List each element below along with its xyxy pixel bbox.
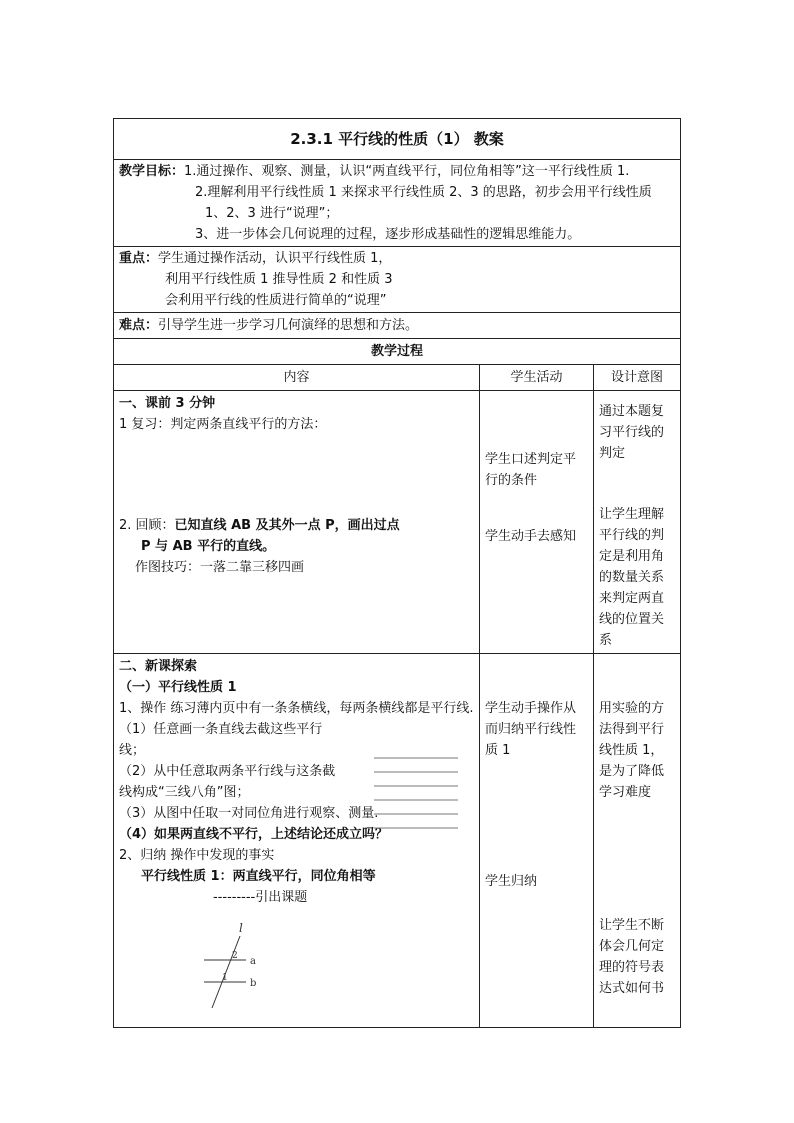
section2-op1: 1、操作 练习薄内页中有一条条横线，每两条横线都是平行线. <box>119 701 474 716</box>
fig-label-l: l <box>239 922 243 935</box>
section2-content <box>114 654 480 1028</box>
ruled-lines-figure <box>372 754 462 830</box>
objectives-line4: 3、进一步体会几何说理的过程，逐步形成基础性的逻辑思维能力。 <box>195 227 581 242</box>
section2-op4: （4）如果两直线不平行，上述结论还成立吗？ <box>119 827 389 842</box>
section1-review: 1 复习：判定两条直线平行的方法： <box>119 417 327 432</box>
fig-label-a: a <box>250 956 256 967</box>
section1-activity1: 学生口述判定平行的条件 <box>485 452 577 488</box>
fig-label-b: b <box>250 978 257 989</box>
key-points-line1: 学生通过操作活动，认识平行线性质 1， <box>158 251 392 266</box>
section1-intent <box>594 391 681 654</box>
lesson-plan-table <box>113 118 681 1028</box>
key-points-line3: 会利用平行线的性质进行简单的“说理” <box>165 293 387 308</box>
difficulty-text: 引导学生进一步学习几何演绎的思想和方法。 <box>158 318 419 333</box>
section2-op2a: （2）从中任意取两条平行线与这条截 <box>119 764 336 779</box>
difficulty-cell <box>114 313 681 339</box>
fig-label-2: 2 <box>232 951 238 961</box>
section2-property: 平行线性质 1：两直线平行，同位角相等 <box>141 869 376 884</box>
objectives-line1: 1.通过操作、观察、测量，认识“两直线平行，同位角相等”这一平行线性质 1. <box>184 164 630 179</box>
section2-lead: ---------引出课题 <box>213 890 308 905</box>
section1-content <box>114 391 480 654</box>
objectives-cell <box>114 160 681 247</box>
parallel-lines-figure <box>202 922 282 1012</box>
objectives-line3: 1、2、3 进行“说理”； <box>205 206 339 221</box>
section2-activity4: 学生归纳 <box>485 874 538 889</box>
section1-recall-bold1: 已知直线 AB 及其外一点 P，画出过点 <box>174 518 400 533</box>
section2-intent <box>594 654 681 1028</box>
section1-intent2: 让学生理解平行线的判定是利用角的数量关系来判定两直线的位置关系 <box>599 507 665 648</box>
column-header-content: 内容 <box>114 365 480 391</box>
section2-op2b: 线构成“三线八角”图； <box>119 785 250 800</box>
section2-activity3: 学生动手操作从而归纳平行线性质 1 <box>485 701 577 758</box>
section2-op1a: （1）任意画一条直线去截这些平行 <box>119 722 323 737</box>
key-points-label: 重点： <box>119 251 159 266</box>
section1-activity <box>480 391 594 654</box>
section2-intent3: 用实验的方法得到平行线性质 1，是为了降低学习难度 <box>599 701 665 800</box>
key-points-line2: 利用平行线性质 1 推导性质 2 和性质 3 <box>165 272 393 287</box>
column-header-activity: 学生活动 <box>480 365 594 391</box>
section2-induce: 2、归纳 操作中发现的事实 <box>119 848 275 863</box>
objectives-line2: 2.理解利用平行线性质 1 来探求平行线性质 2、3 的思路，初步会用平行线性质 <box>195 185 652 200</box>
section1-intent1: 通过本题复习平行线的判定 <box>599 404 665 461</box>
key-points-cell <box>114 247 681 313</box>
section2-heading: 二、新课探索 <box>119 659 198 674</box>
lesson-plan-page <box>113 118 680 1015</box>
section2-op1b: 线； <box>119 743 146 758</box>
difficulty-label: 难点： <box>119 318 159 333</box>
section2-intent4: 让学生不断体会几何定理的符号表达式如何书 <box>599 918 665 996</box>
section2-activity <box>480 654 594 1028</box>
column-header-intent: 设计意图 <box>594 365 681 391</box>
fig-label-1: 1 <box>222 973 228 983</box>
page-title: 2.3.1 平行线的性质（1） 教案 <box>114 119 681 160</box>
section2-op3: （3）从图中任取一对同位角进行观察、测量. <box>119 806 379 821</box>
section1-recall-prefix: 2. 回顾： <box>119 518 175 533</box>
section1-heading: 一、课前 3 分钟 <box>119 396 216 411</box>
section1-recall-bold2: P 与 AB 平行的直线。 <box>141 539 276 554</box>
section1-tip: 作图技巧：一落二靠三移四画 <box>135 560 305 575</box>
process-title: 教学过程 <box>114 339 681 365</box>
section1-activity2: 学生动手去感知 <box>485 529 577 544</box>
section2-sub1: （一）平行线性质 1 <box>119 680 237 695</box>
objectives-label: 教学目标： <box>119 164 185 179</box>
